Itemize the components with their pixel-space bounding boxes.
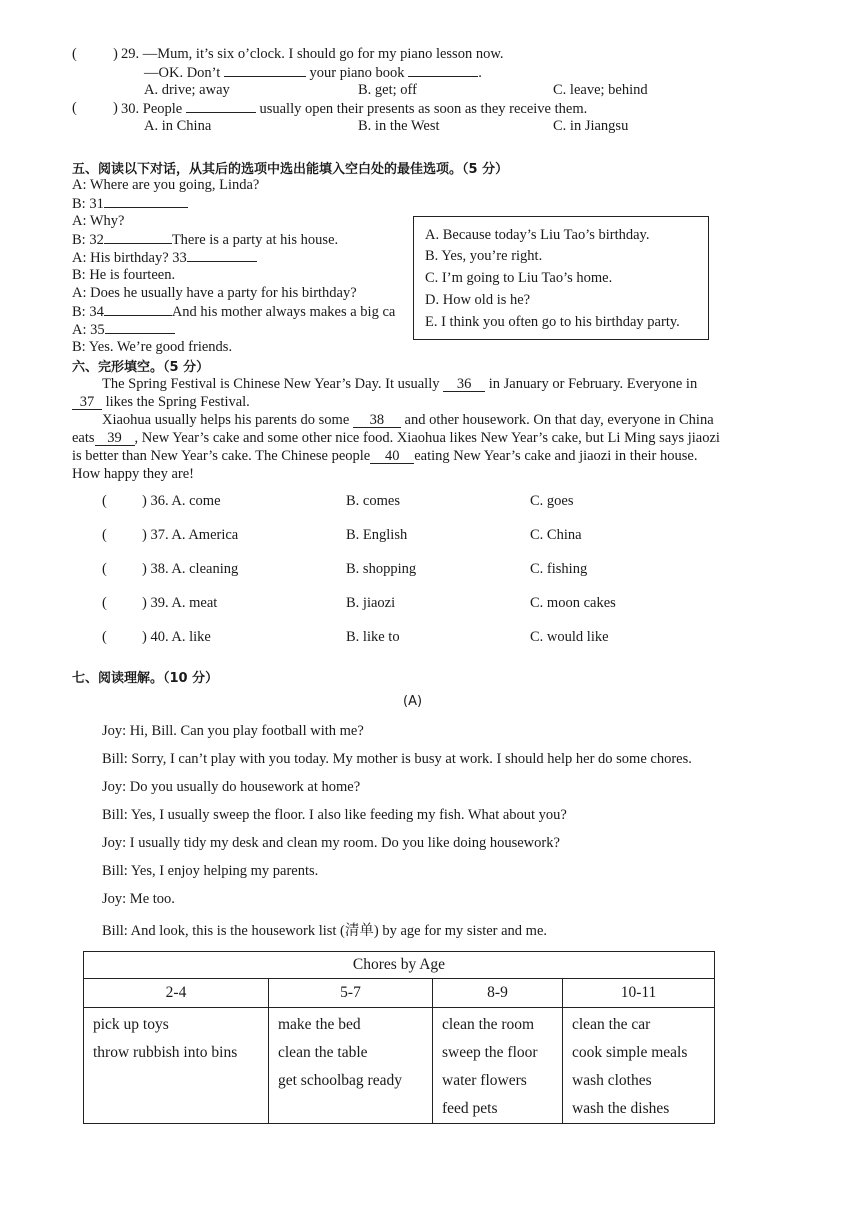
s5-blank-31[interactable]: [104, 195, 188, 208]
s5-option-a: A. Because today’s Liu Tao’s birthday.: [425, 227, 650, 243]
chores-header-5-7: 5-7: [269, 979, 433, 1008]
chores-table: [83, 951, 715, 1124]
q30-option-a: A. in China: [144, 118, 212, 134]
s7-dialogue-6: Bill: Yes, I enjoy helping my parents.: [102, 863, 319, 879]
s5-line-1-text: A: Where are you going, Linda?: [72, 177, 260, 193]
s6-p2-c: eats: [72, 430, 95, 446]
q38-stem: ) 38. A. cleaning: [142, 561, 239, 577]
chore-item: clean the table: [278, 1044, 368, 1061]
chore-item: water flowers: [442, 1072, 527, 1089]
chore-item: wash clothes: [572, 1072, 652, 1089]
q29-line2-b: your piano book: [309, 65, 405, 81]
q39-option-b: B. jiaozi: [346, 595, 396, 611]
s6-blank-38[interactable]: 38: [353, 413, 401, 428]
s6-blank-40[interactable]: 40: [370, 449, 414, 464]
s5-blank-35[interactable]: [105, 321, 175, 334]
q29-answer-slot[interactable]: [80, 46, 110, 62]
s5-blank-34[interactable]: [104, 303, 172, 316]
s5-line-5-text: A: His birthday? 33: [72, 250, 187, 266]
q29-paren-open: (: [72, 46, 77, 62]
q30-blank[interactable]: [186, 100, 256, 113]
q30-stem: [121, 100, 587, 118]
q40-option-b: B. like to: [346, 629, 400, 645]
q39-option-c: C. moon cakes: [530, 595, 616, 611]
chores-col-5-7: [269, 1008, 433, 1124]
s6-p2-f: eating New Year’s cake and jiaozi in their house.: [414, 448, 698, 464]
s5-line-6: [72, 267, 175, 284]
q39-stem: ) 39. A. meat: [142, 595, 218, 611]
s5-line-6-text: B: He is fourteen.: [72, 267, 176, 283]
q37-paren[interactable]: (: [102, 527, 107, 543]
q29-option-c: C. leave; behind: [553, 82, 648, 98]
q30-stem-b: usually open their presents as soon as they receive them.: [259, 101, 588, 117]
s7-dialogue-1: Joy: Hi, Bill. Can you play football with me?: [102, 723, 364, 739]
s7-dialogue-8: Bill: And look, this is the housework list (清单) by age for my sister and me.: [102, 923, 548, 939]
s5-line-8-text: B: 34: [72, 304, 104, 320]
s6-question-39: [102, 595, 217, 612]
q38-option-b: B. shopping: [346, 561, 417, 577]
s6-p2-line1: [102, 412, 714, 429]
s5-line-7-text: A: Does he usually have a party for his birthday?: [72, 285, 357, 301]
q39-paren[interactable]: (: [102, 595, 107, 611]
chore-item: get schoolbag ready: [278, 1072, 402, 1089]
s5-line-4-tail: There is a party at his house.: [171, 232, 339, 248]
q29-blank-2[interactable]: [408, 64, 478, 77]
s5-option-b: B. Yes, you’re right.: [425, 248, 543, 264]
s6-blank-39[interactable]: 39: [95, 431, 135, 446]
chores-header-8-9: 8-9: [433, 979, 563, 1008]
section7-part-label: (A): [403, 694, 423, 709]
s5-line-4: [72, 231, 338, 249]
s6-p2-e: is better than New Year’s cake. The Chinese people: [72, 448, 371, 464]
chores-col-8-9: [433, 1008, 563, 1124]
q30-paren-open: (: [72, 100, 77, 116]
q40-stem: ) 40. A. like: [142, 629, 211, 645]
s6-p1-line2: [72, 394, 250, 411]
q30-option-c: C. in Jiangsu: [553, 118, 629, 134]
q37-option-b: B. English: [346, 527, 408, 543]
s5-line-8: [72, 303, 412, 321]
s7-dialogue-2: Bill: Sorry, I can’t play with you today. My mother is busy at work. I should help her do some chores.: [102, 751, 692, 767]
chore-item: clean the room: [442, 1016, 535, 1033]
s6-p2-line2: [72, 430, 756, 447]
s5-option-d: D. How old is he?: [425, 292, 531, 308]
chore-item: clean the car: [572, 1016, 651, 1033]
chore-item: make the bed: [278, 1016, 361, 1033]
s6-p1-line1: [102, 376, 697, 393]
q36-option-c: C. goes: [530, 493, 574, 509]
q38-option-c: C. fishing: [530, 561, 588, 577]
q30-paren-close: ): [113, 100, 118, 116]
chore-item: wash the dishes: [572, 1100, 670, 1117]
q29-stem: 29. —Mum, it’s six o’clock. I should go for my piano lesson now.: [121, 46, 504, 62]
s7-dialogue-7: Joy: Me too.: [102, 891, 175, 907]
s6-p1-c: likes the Spring Festival.: [105, 394, 250, 410]
section5-options-box: [413, 216, 709, 340]
s6-p2-line3: [72, 448, 697, 465]
chores-header-10-11: 10-11: [563, 979, 715, 1008]
s6-p1-a: The Spring Festival is Chinese New Year’s Day. It usually: [102, 376, 440, 392]
s5-line-7: [72, 285, 357, 302]
q37-option-c: C. China: [530, 527, 582, 543]
q36-stem: ) 36. A. come: [142, 493, 221, 509]
q29-option-a: A. drive; away: [144, 82, 230, 98]
s7-dialogue-4: Bill: Yes, I usually sweep the floor. I also like feeding my fish. What about you?: [102, 807, 567, 823]
s5-line-9-text: A: 35: [72, 322, 105, 338]
section6-title: 六、完形填空。（5 分）: [72, 360, 210, 375]
s6-question-38: [102, 561, 238, 578]
s6-p2-b: and other housework. On that day, everyone in China: [404, 412, 714, 428]
q30-option-b: B. in the West: [358, 118, 440, 134]
q29-blank-1[interactable]: [224, 64, 306, 77]
chores-col-2-4: [84, 1008, 269, 1124]
s7-dialogue-3: Joy: Do you usually do housework at home?: [102, 779, 361, 795]
q36-paren[interactable]: (: [102, 493, 107, 509]
section5-title: 五、阅读以下对话，从其后的选项中选出能填入空白处的最佳选项。（5 分）: [72, 162, 509, 177]
s5-line-2: [72, 195, 188, 213]
s7-dialogue-5: Joy: I usually tidy my desk and clean my room. Do you like doing housework?: [102, 835, 560, 851]
q40-paren[interactable]: (: [102, 629, 107, 645]
s6-question-40: [102, 629, 211, 646]
q30-answer-slot[interactable]: [80, 100, 110, 116]
s5-option-e: E. I think you often go to his birthday party.: [425, 314, 680, 330]
s6-question-37: [102, 527, 238, 544]
s6-p2-line4: How happy they are!: [72, 466, 194, 482]
q40-option-c: C. would like: [530, 629, 609, 645]
s6-question-36: [102, 493, 221, 510]
q29-line2-a: —OK. Don’t: [144, 65, 221, 81]
s6-p2-a: Xiaohua usually helps his parents do some: [102, 412, 350, 428]
chores-header-2-4: 2-4: [84, 979, 269, 1008]
s5-line-3: [72, 213, 125, 230]
q29-option-b: B. get; off: [358, 82, 417, 98]
chore-item: cook simple meals: [572, 1044, 688, 1061]
chore-item: feed pets: [442, 1100, 498, 1117]
s5-line-3-text: A: Why?: [72, 213, 125, 229]
s5-line-9: [72, 321, 175, 339]
s6-p1-b: in January or February. Everyone in: [488, 376, 698, 392]
chore-item: pick up toys: [93, 1016, 169, 1033]
chore-item: sweep the floor: [442, 1044, 538, 1061]
s6-p2-d: , New Year’s cake and some other nice food. Xiaohua likes New Year’s cake, but Li Ming says jiaozi: [134, 430, 720, 446]
s5-blank-32[interactable]: [104, 231, 172, 244]
q29-line2: [144, 64, 482, 82]
chores-col-10-11: [563, 1008, 715, 1124]
s5-line-8-tail: And his mother always makes a big ca: [171, 304, 396, 320]
q29-line2-c: .: [478, 65, 482, 81]
s6-blank-36[interactable]: 36: [443, 377, 485, 392]
chore-item: throw rubbish into bins: [93, 1044, 238, 1061]
q29-paren-close: ): [113, 46, 118, 62]
q36-option-b: B. comes: [346, 493, 400, 509]
s6-blank-37[interactable]: 37: [72, 395, 102, 410]
section7-title: 七、阅读理解。（10 分）: [72, 671, 219, 686]
q38-paren[interactable]: (: [102, 561, 107, 577]
s5-line-4-text: B: 32: [72, 232, 104, 248]
s5-line-10-text: B: Yes. We’re good friends.: [72, 339, 233, 355]
s5-line-10: [72, 339, 232, 356]
chores-table-title: Chores by Age: [84, 952, 715, 979]
s5-blank-33[interactable]: [187, 249, 257, 262]
s5-line-2-text: B: 31: [72, 196, 104, 212]
q30-stem-a: 30. People: [121, 101, 183, 117]
s5-line-1: [72, 177, 259, 194]
s5-line-5: [72, 249, 257, 267]
q37-stem: ) 37. A. America: [142, 527, 239, 543]
s5-option-c: C. I’m going to Liu Tao’s home.: [425, 270, 613, 286]
